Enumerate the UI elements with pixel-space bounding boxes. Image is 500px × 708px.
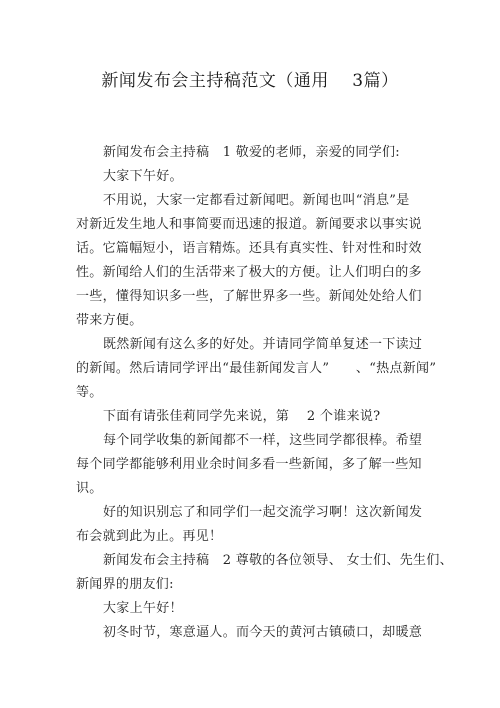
paragraph-line: 布会就到此为止。再见！ — [76, 529, 223, 544]
paragraph-line: 每个同学收集的新闻都不一样，这些同学都很棒。希望 — [103, 433, 423, 448]
paragraph-line: 下面有请张佳莉同学先来说，第 2 个谁来说? — [103, 409, 381, 424]
paragraph-line: 初冬时节，寒意逼人。而今天的黄河古镇碛口，却暖意 — [103, 625, 423, 640]
paragraph-line: 不用说，大家一定都看过新闻吧。新闻也叫“消息”是 — [103, 193, 410, 208]
paragraph-line: 既然新闻有这么多的好处。并请同学简单复述一下读过 — [103, 337, 423, 352]
paragraph-line: 识。 — [76, 481, 103, 496]
paragraph-line: 的新闻。然后请同学评出“最佳新闻发言人” 、“热点新闻” — [76, 361, 437, 376]
paragraph-line: 带来方便。 — [76, 313, 143, 328]
paragraph-line: 好的知识别忘了和同学们一起交流学习啊！这次新闻发 — [103, 505, 423, 520]
paragraph-line: 性。新闻给人们的生活带来了极大的方便。让人们明白的多 — [76, 265, 422, 280]
paragraph-line: 每个同学都能够利用业余时间多看一些新闻，多了解一些知 — [76, 457, 422, 472]
paragraph-line: 一些，懂得知识多一些，了解世界多一些。新闻处处给人们 — [76, 289, 422, 304]
paragraph-line: 新闻界的朋友们: — [76, 577, 174, 592]
paragraph-line: 新闻发布会主持稿 1 敬爱的老师，亲爱的同学们: — [103, 145, 400, 160]
paragraph-line: 对新近发生地人和事简要而迅速的报道。新闻要求以事实说 — [76, 217, 422, 232]
paragraph-line: 大家下午好。 — [103, 169, 183, 184]
paragraph-line: 新闻发布会主持稿 2 尊敬的各位领导、 女士们、先生们、 — [103, 553, 453, 568]
paragraph-line: 等。 — [76, 385, 103, 400]
paragraph-line: 大家上午好！ — [103, 601, 183, 616]
document-title: 新闻发布会主持稿范文（通用 3篇） — [101, 71, 399, 91]
paragraph-line: 话。它篇幅短小，语言精炼。还具有真实性、针对性和时效 — [76, 241, 422, 256]
